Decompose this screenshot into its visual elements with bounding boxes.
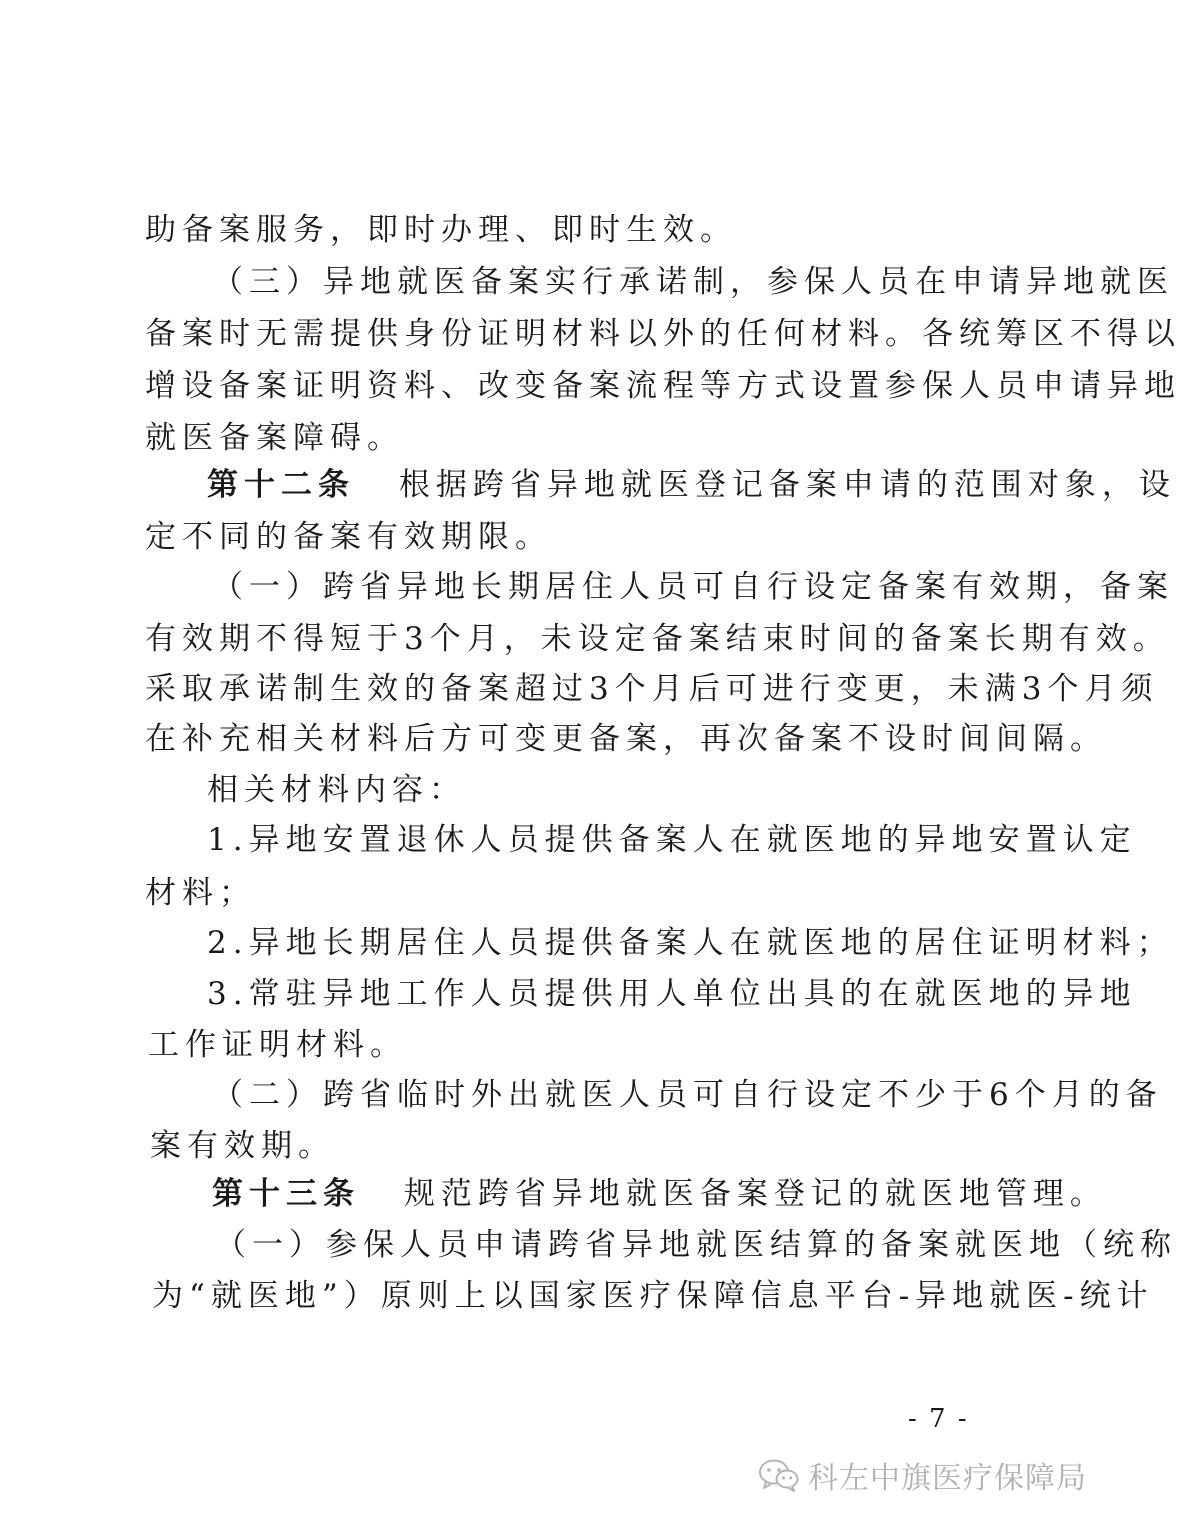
article-text: 根据跨省异地就医登记备案申请的范围对象，设	[398, 467, 1176, 503]
text-line: 有效期不得短于3个月，未设定备案结束时间的备案长期有效。	[145, 621, 1170, 657]
wechat-icon	[758, 1457, 800, 1493]
text-line: 2.异地长期居住人员提供备案人在就医地的居住证明材料；	[207, 925, 1174, 961]
watermark	[758, 1450, 1087, 1500]
text-line: 材料；	[145, 875, 256, 911]
text-line: （一）参保人员申请跨省异地就医结算的备案就医地（统称	[215, 1227, 1177, 1263]
text-line: 定不同的备案有效期限。	[145, 519, 552, 555]
text-line: 3.常驻异地工作人员提供用人单位出具的在就医地的异地	[207, 976, 1137, 1012]
page-number: - 7 -	[908, 1404, 969, 1434]
text-line: 相关材料内容：	[207, 772, 466, 808]
text-line: 采取承诺制生效的备案超过3个月后可进行变更，未满3个月须	[145, 671, 1159, 707]
text-line: 助备案服务，即时办理、即时生效。	[145, 212, 737, 248]
text-line: 增设备案证明资料、改变备案流程等方式设置参保人员申请异地	[145, 368, 1181, 404]
text-line: 在补充相关材料后方可变更备案，再次备案不设时间间隔。	[145, 721, 1107, 757]
article-heading: 第十二条	[207, 467, 355, 503]
text-line: （二）跨省临时外出就医人员可自行设定不少于6个月的备	[212, 1077, 1163, 1113]
article-line	[207, 465, 1176, 505]
text-line: 备案时无需提供身份证明材料以外的任何材料。各统筹区不得以	[145, 316, 1181, 352]
article-text: 规范跨省异地就医备案登记的就医地管理。	[403, 1176, 1107, 1212]
text-line: 案有效期。	[150, 1128, 335, 1164]
text-line: （一）跨省异地长期居住人员可自行设定备案有效期，备案	[212, 569, 1174, 605]
text-line: 工作证明材料。	[148, 1027, 407, 1063]
text-line: 1.异地安置退休人员提供备案人在就医地的异地安置认定	[207, 822, 1137, 858]
article-heading: 第十三条	[212, 1176, 360, 1212]
article-line	[212, 1174, 1107, 1214]
text-line: 就医备案障碍。	[145, 420, 404, 456]
text-line: （三）异地就医备案实行承诺制，参保人员在申请异地就医	[212, 264, 1174, 300]
watermark-text: 科左中旗医疗保障局	[808, 1461, 1087, 1496]
text-line: 为“就医地”）原则上以国家医疗保障信息平台-异地就医-统计	[152, 1278, 1154, 1314]
